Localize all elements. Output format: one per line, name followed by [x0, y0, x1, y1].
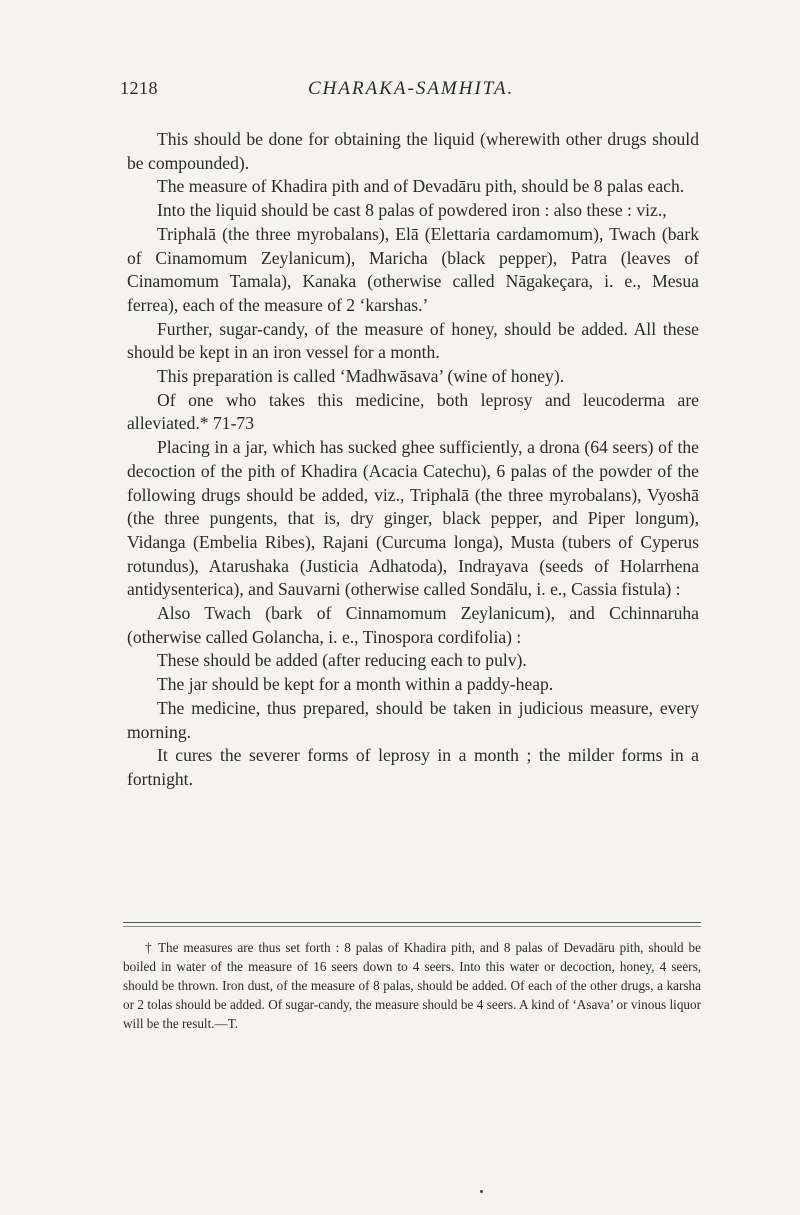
paragraph: Further, sugar-candy, of the measure of honey, should be added. All these should be kept in an iron vessel for a month. [127, 318, 699, 363]
paragraph: Also Twach (bark of Cinnamomum Zeylanicum), and Cchinnaruha (otherwise called Golancha, i. e., Tinospora cordifolia) : [127, 603, 699, 647]
print-speck [480, 1190, 483, 1193]
main-text [127, 128, 699, 792]
footnote-divider-secondary [123, 926, 701, 927]
footnote-text: † The measures are thus set forth : 8 palas of Khadira pith, and 8 palas of Devadāru pith, should be boiled in water of the measure of 16 seers down to 4 seers. Into this water or decoction, honey, 4 seers, should be thrown. Iron dust, of the measure of 8 palas, should be added. Of each of the other drugs, a karsha or 2 tolas should be added. Of sugar-candy, the measure should be 4 seers. A kind of ‘Asava’ or vinous liquor will be the result.—T. [123, 940, 701, 1031]
paragraph: These should be added (after reducing each to pulv). [157, 650, 527, 671]
paragraph: The measure of Khadira pith and of Devadāru pith, should be 8 palas each. [157, 176, 685, 197]
paragraph: Into the liquid should be cast 8 palas of powdered iron : also these : viz., [157, 200, 667, 221]
paragraph: This preparation is called ‘Madhwāsava’ (wine of honey). [157, 366, 565, 387]
paragraph: Placing in a jar, which has sucked ghee sufficiently, a drona (64 seers) of the decoction of the pith of Khadira (Acacia Catechu), 6 palas of the powder of the following drugs should be added, viz., Triphalā (the three myrobalans), Vyoshā (the three pungents, that is, dry ginger, black pepper, and Piper longum), Vidanga (Embelia Ribes), Rajani (Curcuma longa), Musta (tubers of Cyperus rotundus), Atarushaka (Justicia Adhatoda), Indrayava (seeds of Holarrhena antidysenterica), and Sauvarni (otherwise called Sondālu, i. e., Cassia fistula) : [127, 437, 699, 600]
paragraph: It cures the severer forms of leprosy in a month ; the milder forms in a fortnight. [127, 745, 699, 789]
page-number: 1218 [120, 78, 158, 98]
paragraph: The jar should be kept for a month within a paddy-heap. [157, 674, 554, 695]
paragraph: The medicine, thus prepared, should be taken in judicious measure, every morning. [127, 697, 699, 742]
page-header [120, 78, 700, 108]
running-title: CHARAKA-SAMHITA. [308, 78, 515, 99]
footnote-divider [123, 922, 701, 923]
paragraph: Of one who takes this medicine, both leprosy and leucoderma are alleviated.* 71-73 [127, 389, 699, 434]
paragraph: This should be done for obtaining the liquid (wherewith other drugs should be compounded). [127, 129, 699, 173]
footnote [123, 938, 701, 1033]
paragraph: Triphalā (the three myrobalans), Elā (Elettaria cardamomum), Twach (bark of Cinamomum Zeylanicum), Maricha (black pepper), Patra (leaves of Cinamomum Tamala), Kanaka (otherwise called Nāgakeçara, i. e., Mesua ferrea), each of the measure of 2 ‘karshas.’ [127, 223, 699, 315]
